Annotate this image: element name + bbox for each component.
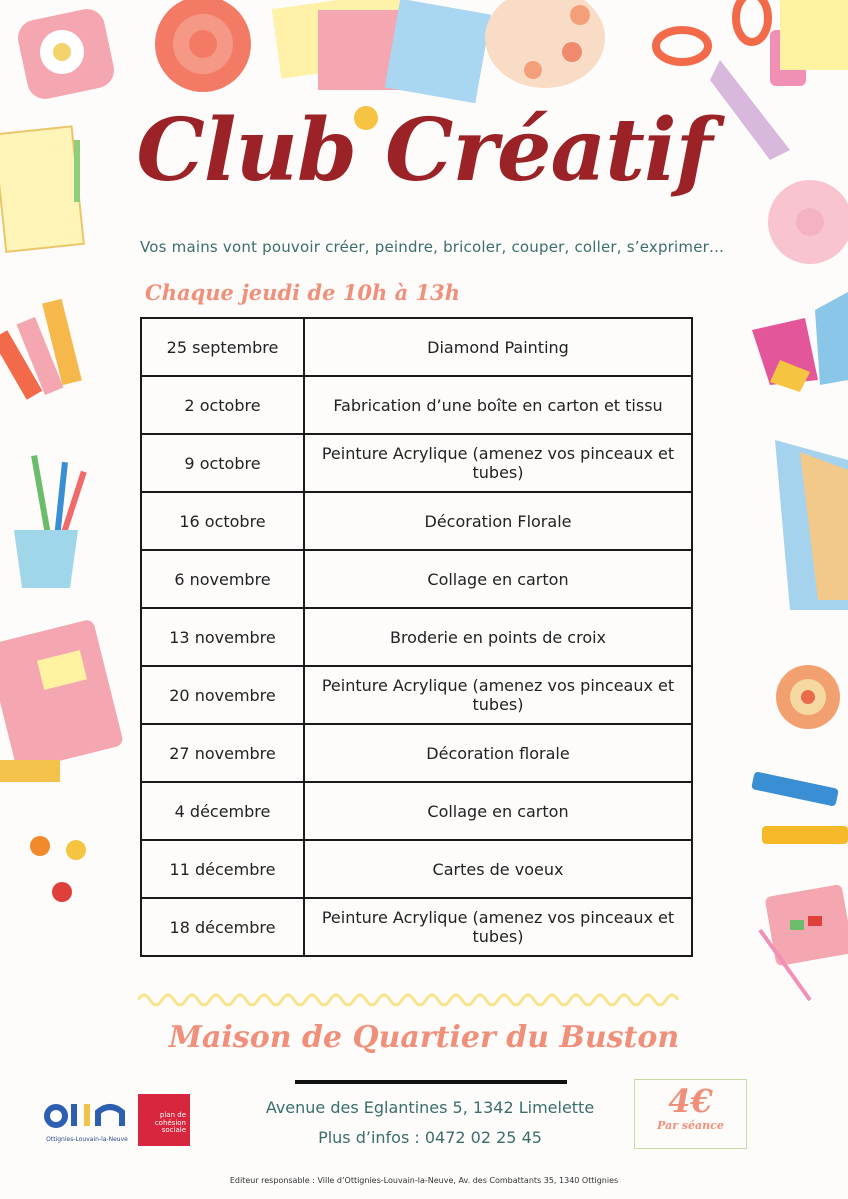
subtitle: Vos mains vont pouvoir créer, peindre, bricoler, couper, coller, s’exprimer… [140, 238, 725, 256]
table-row [141, 666, 692, 724]
table-row [141, 492, 692, 550]
session-activity: Fabrication d’une boîte en carton et tissu [304, 376, 692, 434]
divider [295, 1080, 567, 1084]
session-date: 18 décembre [141, 898, 304, 956]
session-activity: Cartes de voeux [304, 840, 692, 898]
olln-logo-icon [44, 1100, 130, 1130]
schedule-text: Chaque jeudi de 10h à 13h [145, 280, 460, 305]
session-activity: Peinture Acrylique (amenez vos pinceaux et tubes) [304, 434, 692, 492]
wave-divider [138, 990, 688, 1010]
contact-info: Plus d’infos : 0472 02 25 45 [318, 1128, 542, 1147]
price-note: Par séance [657, 1119, 724, 1133]
session-date: 16 octobre [141, 492, 304, 550]
paint-kit-icon [760, 884, 848, 1000]
session-activity: Diamond Painting [304, 318, 692, 376]
session-activity: Peinture Acrylique (amenez vos pinceaux et tubes) [304, 898, 692, 956]
table-row [141, 608, 692, 666]
venue-name: Maison de Quartier du Buston [168, 1020, 680, 1055]
price-box [634, 1079, 747, 1149]
push-pins-icon [30, 836, 86, 902]
session-date: 6 novembre [141, 550, 304, 608]
session-date: 2 octobre [141, 376, 304, 434]
pcs-logo-text: plan de cohésion sociale [154, 1111, 186, 1135]
session-date: 25 septembre [141, 318, 304, 376]
session-activity: Décoration florale [304, 724, 692, 782]
notebook-icon [0, 619, 124, 782]
session-activity: Collage en carton [304, 550, 692, 608]
session-date: 11 décembre [141, 840, 304, 898]
session-activity: Peinture Acrylique (amenez vos pinceaux et tubes) [304, 666, 692, 724]
session-date: 9 octobre [141, 434, 304, 492]
butterfly-icon [752, 292, 848, 392]
table-row [141, 898, 692, 956]
session-date: 20 novembre [141, 666, 304, 724]
ottignies-logo [44, 1100, 130, 1143]
session-activity: Collage en carton [304, 782, 692, 840]
editor-note: Editeur responsable : Ville d’Ottignies-Louvain-la-Neuve, Av. des Combattants 35, 1340 Ottignies [229, 1176, 619, 1185]
session-date: 27 novembre [141, 724, 304, 782]
table-row [141, 782, 692, 840]
table-row [141, 434, 692, 492]
rose-icon [155, 0, 251, 92]
address: Avenue des Eglantines 5, 1342 Limelette [265, 1098, 595, 1117]
folder-icon [775, 440, 848, 610]
sticky-notes-icon [272, 0, 491, 103]
mandala-flower-icon [776, 665, 840, 729]
table-row [141, 724, 692, 782]
table-row [141, 840, 692, 898]
session-activity: Broderie en points de croix [304, 608, 692, 666]
pcs-logo [138, 1094, 190, 1146]
crayons-icon [751, 771, 848, 844]
palette-icon [485, 0, 605, 88]
page-title: Club Créatif [136, 100, 712, 201]
table-row [141, 318, 692, 376]
table-row [141, 550, 692, 608]
tape-dispenser-icon [15, 6, 118, 103]
pencil-cup-icon [14, 455, 87, 588]
session-activity: Décoration Florale [304, 492, 692, 550]
table-row [141, 376, 692, 434]
session-date: 4 décembre [141, 782, 304, 840]
highlighters-icon [0, 299, 82, 400]
sessions-table [140, 317, 693, 957]
price: 4€ [668, 1082, 713, 1120]
session-date: 13 novembre [141, 608, 304, 666]
ottignies-logo-text: Ottignies-Louvain-la-Neuve [46, 1136, 128, 1143]
